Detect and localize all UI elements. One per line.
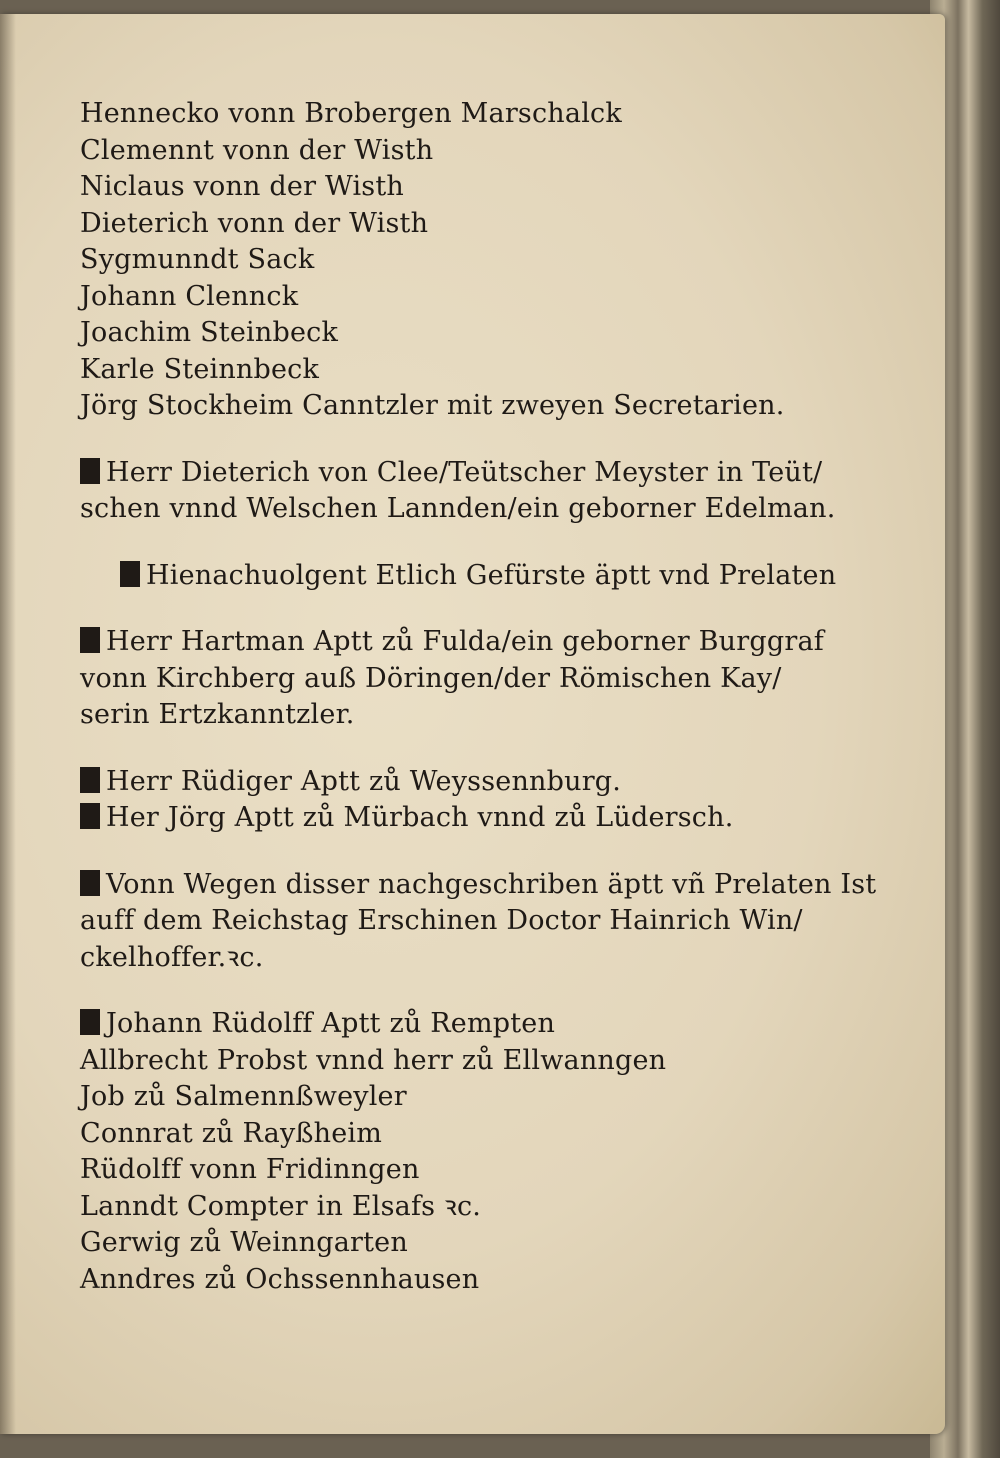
list-block-1 [80,96,920,425]
section-heading [80,558,920,595]
pilcrow-icon [80,803,100,829]
pilcrow-icon [80,767,100,793]
text-line: serin Ertzkanntzler. [80,699,355,730]
heading-text: Hienachuolgent Etlich Gefürste äptt vnd Prelaten [146,559,837,591]
text-line: ckelhoffer.ꝛc. [80,941,264,973]
paragraph-gap [80,734,920,764]
text-line [80,558,920,595]
text-line [80,800,920,837]
text-line: Joachim Steinbeck [80,317,339,348]
paragraph-block-3 [80,624,920,734]
list-block-6 [80,1006,920,1298]
paragraph-gap [80,425,920,455]
text-line: Sygmunndt Sack [80,244,315,275]
text-line-content: Vonn Wegen disser nachgeschriben äptt vñ Prelaten Ist [106,868,877,900]
text-line-content: Herr Rüdiger Aptt zů Weyssennburg. [106,765,622,797]
text-line: Hennecko vonn Brobergen Marschalck [80,98,622,129]
text-line: Gerwig zů Weinngarten [80,1227,408,1258]
paragraph-gap [80,976,920,1006]
text-line [80,867,920,904]
text-line: Rüdolff vonn Fridinngen [80,1154,420,1185]
pilcrow-icon [80,627,100,653]
text-line: vonn Kirchberg auß Döringen/der Römischen Kay/ [80,662,782,694]
text-line [80,764,920,801]
text-line [80,624,920,661]
paragraph-block-4 [80,764,920,837]
paragraph-gap [80,837,920,867]
text-line-content: Herr Hartman Aptt zů Fulda/ein geborner Burggraf [106,626,824,657]
text-line: Jörg Stockheim Canntzler mit zweyen Secretarien. [80,390,785,421]
page-gutter [0,14,16,1434]
text-line: Connrat zů Rayßheim [80,1117,383,1149]
text-line-content: Johann Rüdolff Aptt zů Rempten [106,1008,556,1039]
text-line: auff dem Reichstag Erschinen Doctor Hainrich Win/ [80,905,803,936]
text-line [80,1006,920,1043]
text-line: Dieterich vonn der Wisth [80,207,429,239]
paragraph-block-2 [80,455,920,528]
pilcrow-icon [120,561,140,587]
text-line: Karle Steinnbeck [80,353,320,385]
page-text [80,96,920,1298]
text-line: Niclaus vonn der Wisth [80,171,404,202]
paragraph-gap [80,594,920,624]
pilcrow-icon [80,458,100,484]
text-line: Lanndt Compter in Elsafs ꝛc. [80,1190,482,1222]
text-line: Job zů Salmennßweyler [80,1081,407,1112]
text-line-content: Her Jörg Aptt zů Mürbach vnnd zů Lüdersch. [106,802,734,833]
paragraph-gap [80,528,920,558]
text-line: Anndres zů Ochssennhausen [80,1263,480,1295]
text-line: Allbrecht Probst vnnd herr zů Ellwanngen [80,1044,667,1076]
pilcrow-icon [80,870,100,896]
pilcrow-icon [80,1009,100,1035]
text-line-content: Herr Dieterich von Clee/Teütscher Meyster in Teüt/ [106,456,823,488]
text-line: Clemennt vonn der Wisth [80,134,434,166]
text-line [80,455,920,492]
text-line: Johann Clennck [80,280,299,312]
text-line: schen vnnd Welschen Lannden/ein geborner Edelman. [80,493,836,524]
paragraph-block-5 [80,867,920,977]
